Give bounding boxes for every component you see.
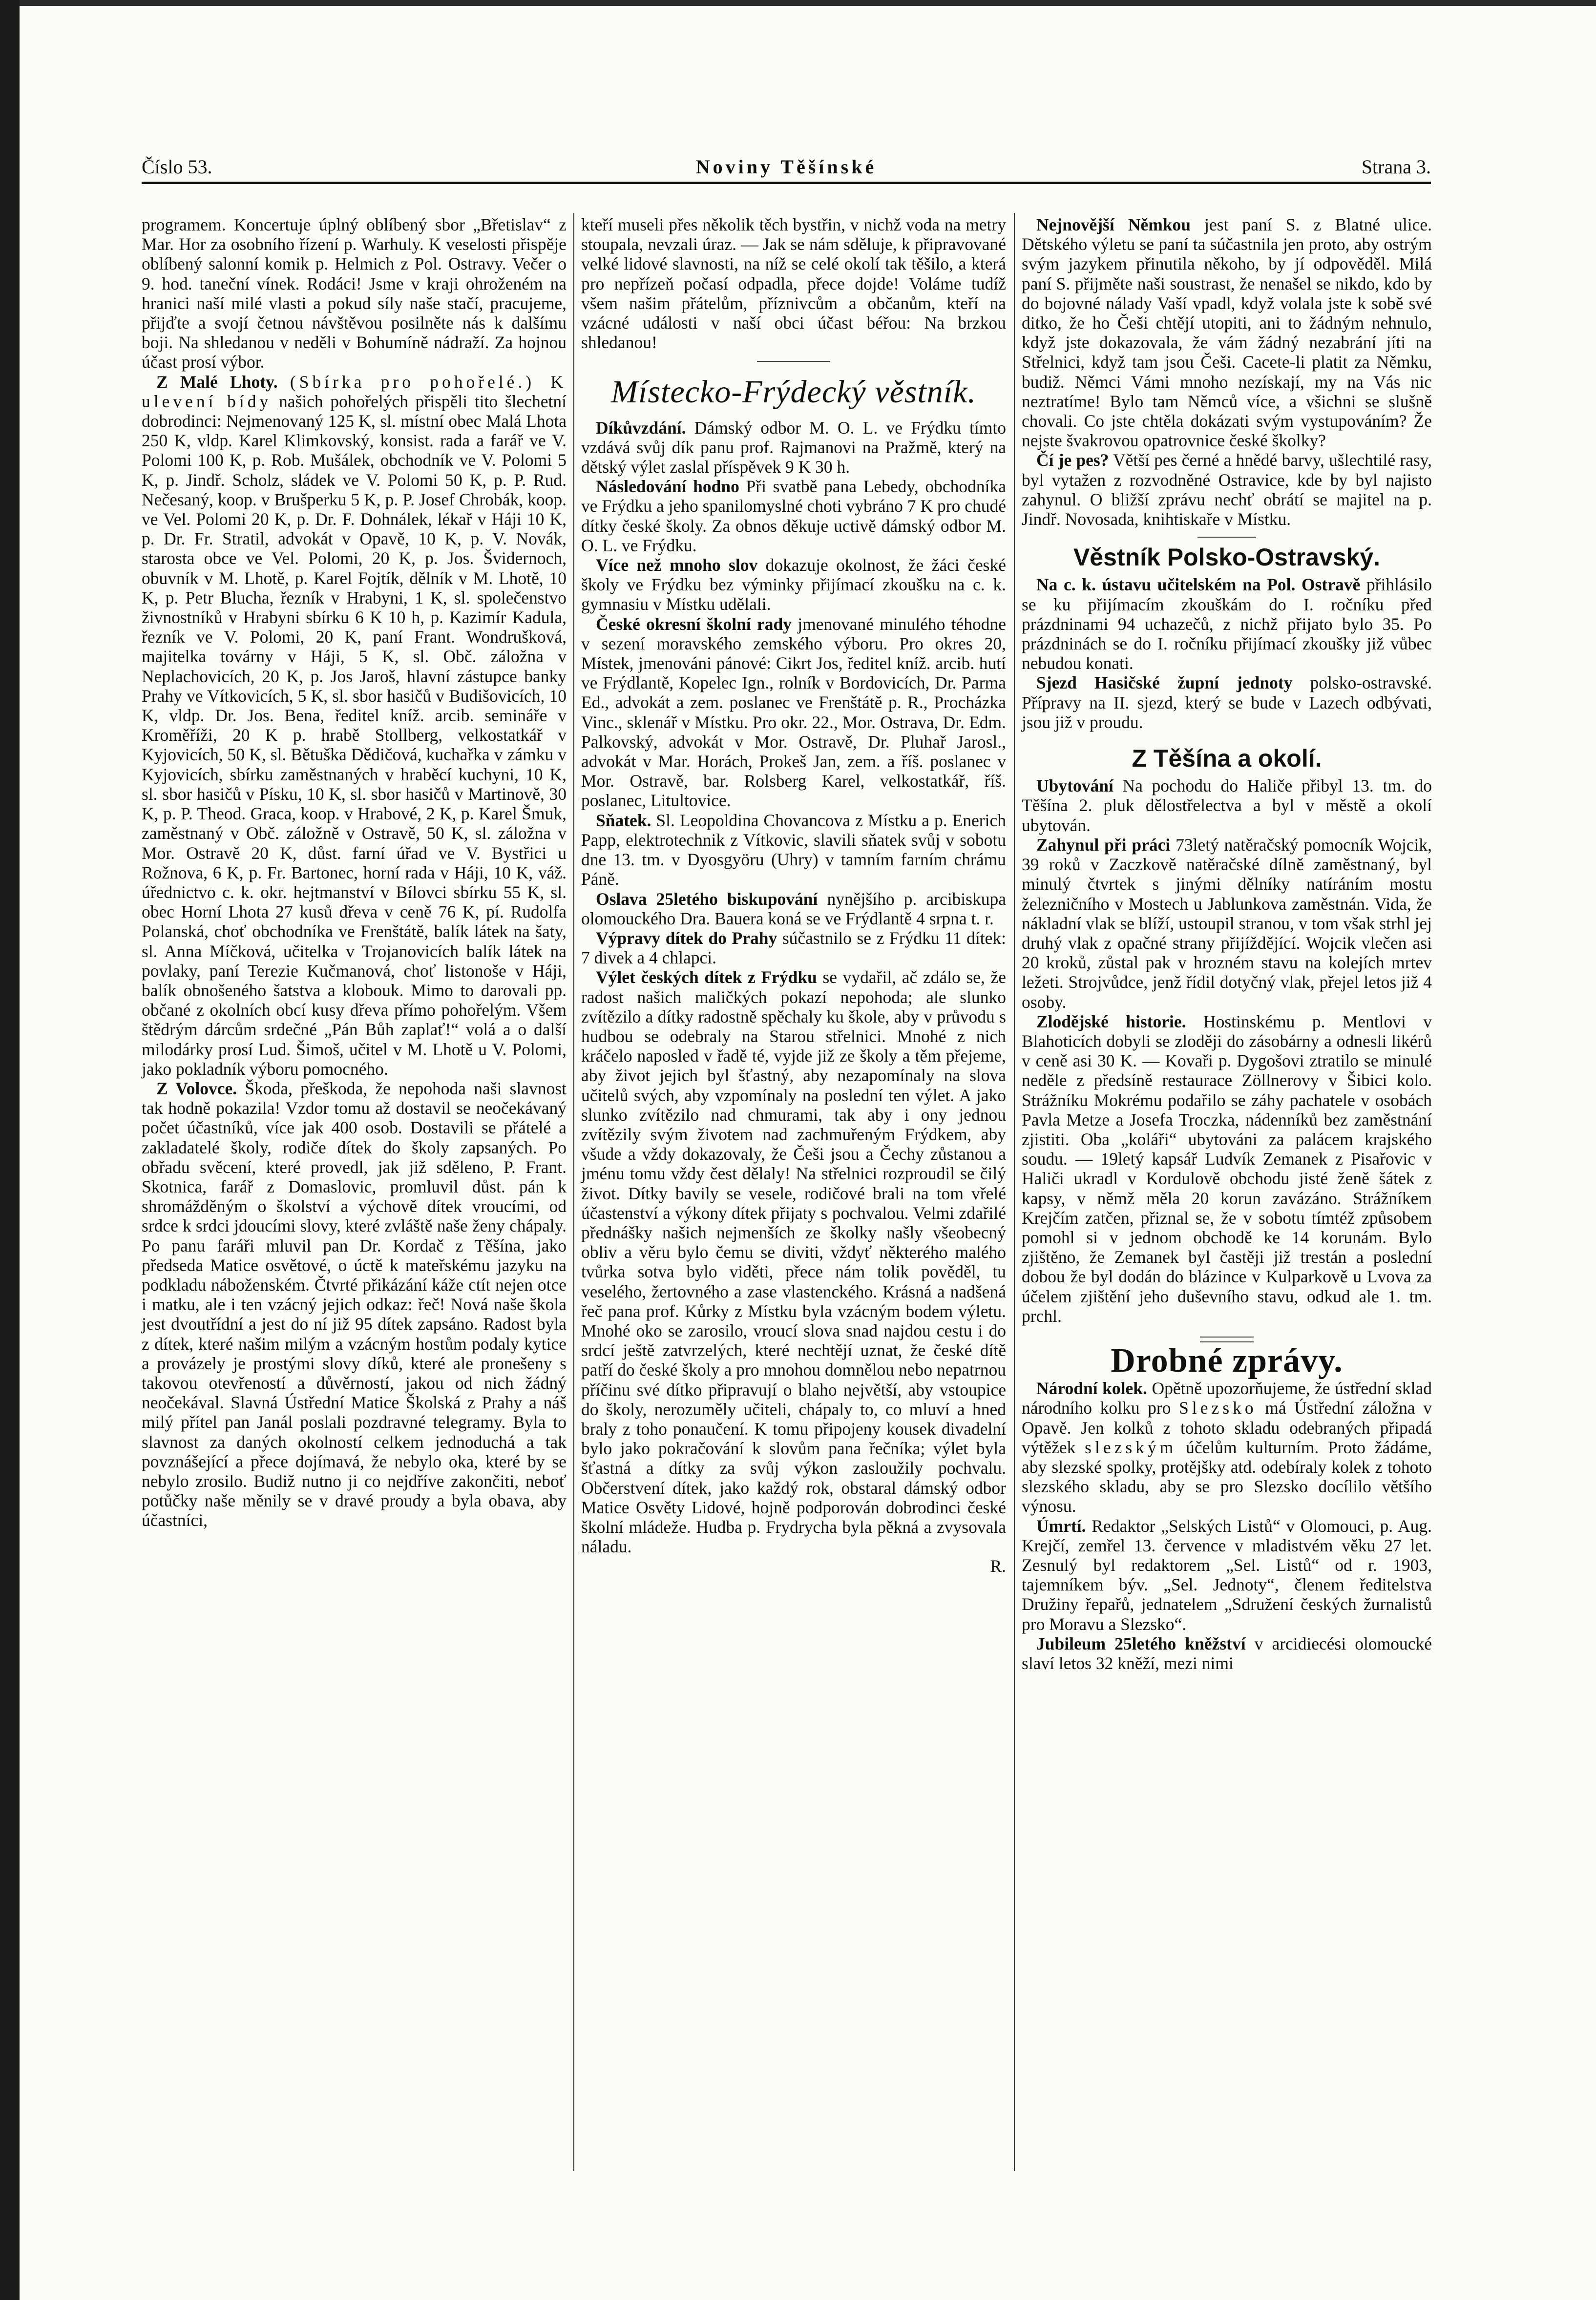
article-paragraph (581, 889, 1006, 928)
section-rule (757, 361, 830, 362)
article-text: se vydařil, ač zdálo se, že radost našich maličkých pokazí nepohoda; ale slunko zvítězilo a dítky radostně spěchaly ku škole, aby v průvodu s hudbou se odebraly na Starou střelnici. Mnohé z nich kráčelo naposled v řadě té, vyjde již ze školy a těm přejeme, aby život jejich byl šťastný, aby nezapomínaly na slova učitelů svých, aby vzpomínaly na poslední ten výlet. A jako slunko zvítězilo nad chmurami, tak aby i ony jednou zvítězily svým životem nad zachmuřeným Frýdkem, aby všude a vždy dokazovaly, že Češi jsou a Čechy zůstanou a jménu tomu vždy čest dělaly! Na střelnici rozproudil se čilý život. Dítky bavily se vesele, rodičové brali na tom vřelé účastenství a výkony dítek přijaty s pochvalou. Velmi zdařilé přednášky našich nejmenších ze školky našly všeobecný obliv a věru bylo čemu se diviti, vždyť některého malého tvůrka sotva bylo viděti, přece nám tolik pověděl, tu veselého, žertovného a zase vlastenckého. Krásná a nadšená řeč pana prof. Kůrky z Místku byla vzácným bodem výletu. Mnohé oko se zarosilo, vroucí slova snad najdou cestu i do srdcí ještě zatvrzelých, které nechtějí uznat, že české dítě patří do české školy a pro mnohou domnělou nebo nepatrnou příčinu své dítko připravují o blaho největší, aby vstoupice do školy, nerozuměly učiteli, chápaly to, co mluví a hned braly z toho ponaučení. K tomu připojeny kousek divadelní bylo jako pokračování k slovům pana řečníka; výlet byla šťastná a dítky za svůj výkon zasloužily pochvalu. Občerstvení dítek, jako každý rok, obstaral dámský odbor Matice Osvěty Lidové, hojně podporován dobrodinci české školní mládeže. Hudba p. Frydrycha byla pěkná a zvysovala náladu. (581, 967, 1006, 1557)
article-text: Škoda, přeškoda, že nepohoda naši slavnost tak hodně pokazila! Vzdor tomu až dostavil se neočekávaný počet účastníků, více jak 400 osob. Dostavili se přátelé a zakladatelé školy, rodiče dítek do školy zapsaných. Po obřadu svěcení, které provedl, jak již sděleno, P. Frant. Skotnica, farář z Domaslovic, promluvil důst. pán k shromážděným o školství a výchově dítek vroucími, od srdce k srdci jdoucími slovy, které zvláště naše ženy chápaly. Po panu faráři mluvil pan Dr. Kordač z Těšína, jako předseda Matice osvětové, o úctě k mateřskému jazyku na podkladu náboženském. Čtvrté přikázání káže ctít nejen otce i matku, ale i ten vzácný jejich odkaz: řeč! Nová naše škola jest dvoutřídní a jest do ní již 95 dítek zapsáno. Radost byla z dítek, které našim milým a vzácným hostům podaly kytice a provázely je prostými slovy díků, které ale pronešeny s takovou otevřeností a důvěrností, jakou od nich žádný neočekával. Slavná Ústřední Matice Školská z Prahy a náš milý přítel pan Janál poslali pozdravné telegramy. Byla to slavnost za daných okolností celkem jednoduchá a tak povznášející a přece dojímavá, že nebylo oka, které by se nebylo zrosilo. Budiž nutno ji co nejdříve zakončiti, neboť potůčky naše měnily se v dravé proudy a byla obava, aby účastníci, (142, 1078, 567, 1530)
section-heading: Drobné zprávy. (1111, 1341, 1343, 1380)
article-paragraph (581, 477, 1006, 555)
article-text: Větší pes černé a hnědé barvy, ušlechtilé rasy, byl vytažen z rozvodněné Ostravice, kde by byl najisto zahynul. O bližší zprávu nechť obrátí se majitel na p. Jindř. Novosada, knihtiskaře v Místku. (1022, 450, 1432, 529)
article-lead: Ubytování (1036, 776, 1113, 796)
column-divider (573, 213, 574, 2171)
article-lead: Na c. k. ústavu učitelském na Pol. Ostravě (1036, 575, 1361, 595)
article-paragraph (142, 372, 567, 1079)
article-paragraph (581, 811, 1006, 889)
article-text: Hostinskému p. Mentlovi v Blahoticích dobyli se zloději do zásobárny a odnesli likérů v ceně asi 30 K. — Kovaři p. Dygošovi ztratilo se minulé neděle z předsíně restaurace Zöllnerovy v Šibici kolo. Strážníku Mokrému podařilo se záhy pachatele v osobách Pavla Metze a Josefa Troczka, nádenníků bez zaměstnání zjistiti. Oba „koláři“ ubytováni za palácem krajského soudu. — 19letý kapsář Ludvík Zemanek z Pisařovic v Haliči ukradl v Kordulově obchodu jisté ženě šátek z kapsy, v němž měla 20 korun zavázáno. Strážníkem Krejčím zatčen, přiznal se, že v sobotu tímtéž způsobem pomohl si v jednom obchodě ke 14 korunám. Bylo zjištěno, že Zemanek byl častěji již trestán a poslední dobou že byl dodán do blázince v Kulparkově u Lvova za účelem zjištění jeho duševního stavu, odkud ale 1. tm. prchl. (1022, 1011, 1432, 1326)
article-paragraph (1022, 575, 1432, 673)
section-rule (1197, 537, 1256, 538)
article-text: nynějšího p. arcibiskupa olomouckého Dra. Bauera koná se ve Frýdlantě 4 srpna t. r. (581, 889, 1006, 928)
section-heading: Místecko-Frýdecký věstník. (611, 374, 976, 410)
article-paragraph (1022, 450, 1432, 529)
column-1 (142, 215, 567, 1530)
article-lead: Nejnovější Němkou (1036, 215, 1191, 234)
article-paragraph (581, 967, 1006, 1556)
page-number: Strana 3. (1361, 156, 1431, 178)
article-text: přihlásilo se ku přijímacím zkouškám do I. ročníku před prázdninami 94 uchazečů, z nichž přijato bylo 35. Po prázdninách se do I. ročníku přijímací zkoušky již vůbec nebudou konati. (1022, 575, 1432, 673)
article-text: jmenované minulého téhodne v sezení moravského zemského výboru. Pro okres 20, Místek, jmenováni pánové: Cikrt Jos, ředitel kníž. arcib. hutí ve Frýdlantě, Kopelec Ign., rolník v Bordovicích, Dr. Parma Ed., advokát a zem. poslanec ve Frenštátě p. R., Procházka Vinc., sklenář v Místku. Pro okr. 22., Mor. Ostrava, Dr. Edm. Palkovský, advokát v Mor. Ostravě, Dr. Pluhař Jarosl., advokát v Mar. Horách, Prokeš Jan, zem. a říš. poslanec v Mor. Ostravě, bar. Rolsberg Karel, velkostatkář, říš. poslanec, Litultovice. (581, 614, 1006, 811)
article-paragraph (581, 555, 1006, 614)
article-lead: Úmrtí. (1036, 1516, 1086, 1536)
article-paragraph (1022, 1012, 1432, 1326)
spaced-text: slezským (1085, 1437, 1177, 1457)
column-divider (1014, 213, 1015, 2171)
article-paragraph (142, 1079, 567, 1530)
article-paragraph (581, 418, 1006, 477)
spaced-text: (Sbírka pro pohořelé.) K ulevení bídy (142, 372, 567, 411)
article-paragraph (1022, 1634, 1432, 1673)
scan-edge-top (0, 0, 1596, 6)
article-text: Na pochodu do Haliče přibyl 13. tm. do Těšína 2. pluk dělostřelectva a byl v městě a okolí ubytován. (1022, 776, 1432, 835)
article-lead: České okresní školní rady (596, 614, 792, 634)
article-text: kteří museli přes několik těch bystřin, v nichž voda na metry stoupala, nevzali úraz. — Jak se nám sděluje, k připravované velké lidové slavnosti, na níž se celé okolí tak těšilo, a která pro nepřízeň počasí odpadla, přece dojde! Voláme tudíž všem našim přátelům, příznivcům a občanům, kteří na vzácné události v naší obci účast béřou: Na brzkou shledanou! (581, 215, 1006, 353)
article-paragraph (581, 928, 1006, 967)
article-text: má Ústřední záložna v Opavě. Jen kolků z tohoto skladu odebraných připadá výtěžek (1022, 1398, 1432, 1457)
article-paragraph (1022, 835, 1432, 1012)
article-lead: Jubileum 25letého kněžství (1036, 1633, 1246, 1653)
article-text: Dámský odbor M. O. L. ve Frýdku tímto vzdává svůj dík panu prof. Rajmanovi na Pražmě, který na dětský výlet zaslal příspěvek 9 K 30 h. (581, 418, 1006, 477)
article-text: Opětně upozorňujeme, že ústřední sklad národního kolku pro (1022, 1379, 1432, 1418)
article-paragraph (1022, 215, 1432, 450)
article-text: Redaktor „Selských Listů“ v Olomouci, p. Aug. Krejčí, zemřel 13. července v mladistvém věku 27 let. Zesnulý byl redaktorem „Sel. Listů“ od r. 1903, tajemníkem býv. „Sel. Jednoty“, členem ředitelstva Družiny řepařů, jednatelem „Sdružení českých žurnalistů pro Moravu a Slezsko“. (1022, 1516, 1432, 1634)
section-heading: Věstník Polsko-Ostravský. (1073, 544, 1381, 571)
article-text: v arcidiecési olomoucké slaví letos 32 kněží, mezi nimi (1022, 1633, 1432, 1673)
article-text: našich pohořelých přispěli tito šlechetní dobrodinci: Nejmenovaný 125 K, sl. místní obec Malá Lhota 250 K, vldp. Karel Klimkovský, konsist. rada a farář ve V. Polomi 100 K, p. Rob. Mušálek, obchodník ve V. Polomi 5 K, p. Jindř. Scholz, sládek ve V. Polomi 50 K, p. P. Rud. Nečesaný, koop. v Brušperku 5 K, p. P. Josef Chrobák, koop. ve Vel. Polomi 20 K, p. Dr. F. Dohnálek, lékař v Háji 10 K, p. Dr. Fr. Stratil, advokát v Opavě, 10 K, p. V. Novák, starosta obce ve Vel. Polomi, 20 K, p. Jos. Švidernoch, obuvník v M. Lhotě, p. Karel Fojtík, dělník v M. Lhotě, 10 K, p. Petr Blucha, řezník v Hrabyni, 1 K, sl. společenstvo živnostníků v Hrabyni sbírku 6 K 10 h, p. Kazimír Kadula, řezník ve V. Polomi, 20 K, paní Frant. Wondrušková, majitelka továrny v Háji, 5 K, sl. Obč. záložna v Neplachovicích, 20 K, p. Jos Jaroš, hlavní zástupce banky Prahy ve Vítkovicích, 5 K, sl. sbor hasičů v Budišovicích, 10 K, vldp. Dr. Jos. Bena, ředitel kníž. arcib. semináře v Kroměříži, 20 K p. hrabě Stollberg, velkostatkář v Kyjovicích, 50 K, sl. Bětuška Dědičová, kuchařka v zámku v Kyjovicích, sbírku zaměstnaných v hraběcí kuchyni, 10 K, sl. sbor hasičů v Písku, 10 K, sl. sbor hasičů v Martinově, 30 K, p. P. Theod. Graca, koop. v Hrabové, 2 K, p. Karel Šmuk, zaměstnaný v Obč. záložně v Ostravě, 50 K, sl. záložna v Mor. Ostravě 20 K, důst. farní úřad ve V. Bystřici u Rožnova, 6 K, p. Fr. Bartonec, horní rada v Háji, 10 K, váž. úřednictvo c. k. okr. hejtmanství v Bílovci sbírku 55 K, sl. obec Horní Lhota 27 kusů dřeva v ceně 76 K, pí. Rudolfa Polanská, choť obchodníka ve Frenštátě, balík látek na šaty, sl. Anna Míčková, učitelka v Trojanovicích balík látek na povlaky, paní Terezie Kučmanová, choť listonoše v Háji, balík obnošeného šatstva a klobouk. Mimo to darovali pp. občané z okolních obcí kusy dřeva přímo pohořelým. Všem štědrým dárcům srdečné „Pán Bůh zaplať!“ volá a o další milodárky prosí Lud. Šimoš, učitel v M. Lhotě u V. Polomi, jako pokladník výboru pomocného. (142, 391, 567, 1079)
article-paragraph (1022, 776, 1432, 835)
article-text: súčastnilo se z Frýdku 11 dítek: 7 divek a 4 chlapci. (581, 928, 1007, 968)
article-text: účelům kulturním. Proto žádáme, aby slezské spolky, protějšky atd. odebíraly kolek z tohoto slezského skladu, aby se pro Slezsko docílilo většího výnosu. (1022, 1437, 1432, 1516)
scan-edge-left (0, 0, 20, 2300)
article-text: programem. Koncertuje úplný oblíbený sbor „Břetislav“ z Mar. Hor za osobního řízení p. Warhuly. K veselosti přispěje oblíbený salonní komik p. Helmich z Pol. Ostravy. Večer o 9. hod. taneční vínek. Rodáci! Jsme v kraji ohroženém na hranici naší milé vlasti a pokud síly naše stačí, pracujeme, přijďte a svojí četnou návštěvou posilněte nás k dalšímu boji. Na shledanou v neděli v Bohumíně nádraží. Za hojnou účast prosí výbor. (142, 215, 567, 372)
column-3 (1022, 215, 1432, 1673)
article-paragraph (581, 614, 1006, 811)
article-text: 73letý natěračský pomocník Wojcik, 39 roků v Zaczkově natěračské dílně zaměstnaný, byl minulý čtvrtek s jinými dělníky natíráním mostu železničního v Mostech u Jablunkova zaměstnán. Vida, že nákladní vlak se blíží, ustoupil stranou, v tom však strhl jej druhý vlak z opačné strany přijíždějící. Wojcik vlečen asi 20 kroků, zůstal pak v hrozném stavu na kolejích mrtev ležeti. Strojvůdce, jenž řídil dotyčný vlak, přejel letos již 4 osoby. (1022, 835, 1432, 1012)
article-text: Při svatbě pana Lebedy, obchodníka ve Frýdku a jeho spanilomyslné choti vybráno 7 K pro chudé dítky české školy. Za obnos děkuje uctivě dámský odbor M. O. L. ve Frýdku. (581, 477, 1007, 555)
article-lead: Čí je pes? (1036, 450, 1109, 470)
article-text: Sl. Leopoldina Chovancova z Místku a p. Enerich Papp, elektrotechnik z Vítkovic, slavili sňatek svůj v sobotu dne 13. tm. v Dyosgyöru (Uhry) v tamním farním chrámu Páně. (581, 810, 1007, 889)
article-lead: Zahynul při práci (1036, 835, 1171, 855)
article-paragraph (1022, 1516, 1432, 1634)
spaced-text: Slezsko (1179, 1398, 1257, 1418)
article-lead: Národní kolek. (1036, 1379, 1147, 1399)
article-lead: Oslava 25letého biskupování (596, 889, 818, 909)
article-lead: Z Malé Lhoty. (156, 372, 278, 392)
header-rule (142, 182, 1431, 184)
issue-number: Číslo 53. (142, 156, 212, 178)
article-lead: Z Volovce. (156, 1078, 237, 1098)
column-2 (581, 215, 1006, 1576)
newspaper-title: Noviny Těšínské (695, 156, 877, 178)
article-lead: Zlodějské historie. (1036, 1011, 1186, 1031)
article-paragraph (1022, 1379, 1432, 1516)
article-lead: Díkůvzdání. (596, 418, 686, 438)
author-signature: R. (990, 1556, 1006, 1576)
article-lead: Následování hodno (596, 477, 739, 497)
article-lead: Více než mnoho slov (596, 555, 758, 575)
article-text: dokazuje okolnost, že žáci české školy ve Frýdku bez výminky přijímací zkoušku na c. k. gymnasiu v Místku udělali. (581, 555, 1007, 614)
article-text: polsko-ostravské. Přípravy na II. sjezd, který se bude v Lazech odbývati, jsou již v proudu. (1022, 673, 1432, 732)
article-lead: Sňatek. (596, 810, 651, 830)
article-lead: Výlet českých dítek z Frýdku (596, 967, 817, 987)
section-heading: Z Těšína a okolí. (1132, 745, 1322, 773)
page-header (142, 155, 1431, 180)
article-text: jest paní S. z Blatné ulice. Dětského výletu se paní ta súčastnila jen proto, aby ostrým svým jazykem přinutila někoho, by jí odpověděl. Milá paní S. přijměte naši soustrast, že nenašel se nikdo, kdo by do bojovné nálady Vaší vpadl, když volala jste k sobě své ditko, že ho Češi chtějí utopiti, ani to žádným nehnulo, když jste dokazovala, že vám žádný nezabrání jíti na Střelnici, když tam jsou Češi. Cacete-li platit za Němku, budiž. Němci Vámi mnoho nezískají, my na Vás nic neztratíme! Bylo tam Němců více, a všichni se slušně chovali. Co jste chtěla dokázati svým vystupováním? Že nejste švakrovou opatrovnice české školky? (1022, 215, 1432, 451)
article-paragraph (1022, 673, 1432, 732)
article-lead: Výpravy dítek do Prahy (596, 928, 777, 948)
article-lead: Sjezd Hasičské župní jednoty (1036, 673, 1293, 693)
